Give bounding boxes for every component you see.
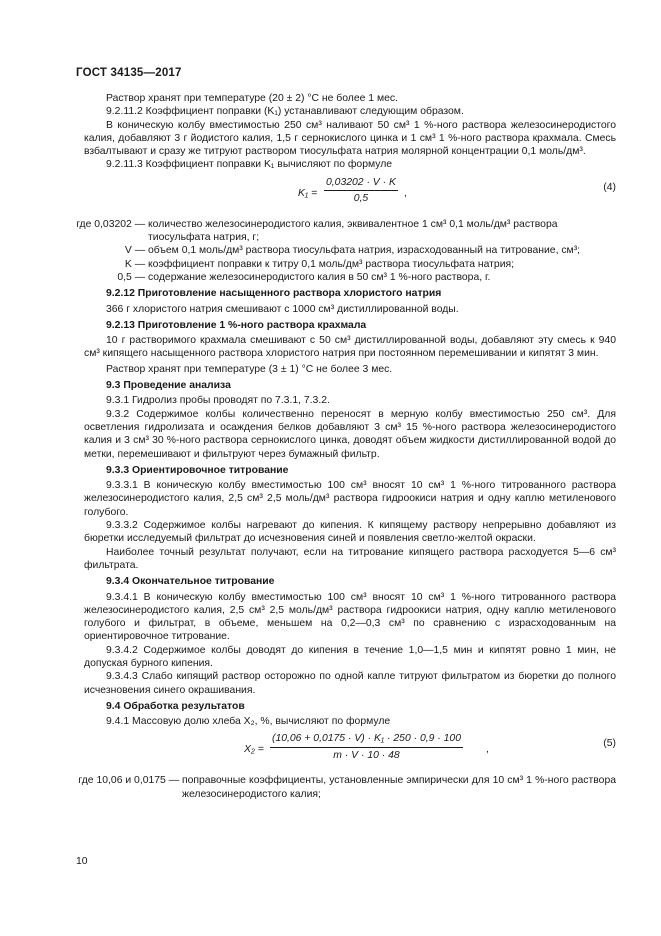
paragraph: 366 г хлористого натрия смешивают с 1000 см³ дистиллированной воды. [106,303,459,315]
formula-fraction [324,176,398,206]
paragraph: 9.2.11.2 Коэффициент поправки (K₁) устанавливают следующим образом. [106,106,464,118]
paragraph: 9.3.1 Гидролиз пробы проводят по 7.3.1, 7.3.2. [106,395,330,407]
formula-tail: , [486,744,489,756]
formula-fraction [270,732,463,762]
definition-text: объем 0,1 моль/дм³ раствора тиосульфата натрия, израсходованный на титрование, см³; [148,245,581,257]
paragraph: 9.3.2 Содержимое колбы количественно переносят в мерную колбу вместимостью 250 см³. Для осветления гидролизата и осаждения белков добавляют 3 см³ 15 %-ного раствора железосинеродистого калия и 3 см³ 30 %-ного раствора сернокислого цинка, доводят объем жидкости дистиллированной водой до метки, перемешивают и фильтруют через бумажный фильтр. [84,408,616,460]
formula-lhs: K₁ = [298,187,318,199]
definition-row [76,774,616,801]
definition-term: V — [124,245,148,257]
formula-numerator: 0,03202 · V · K [324,176,398,191]
formula-5 [84,732,616,770]
paragraph: 9.3.3.2 Содержимое колбы нагревают до кипения. К кипящему раствору непрерывно добавляют из бюретки исследуемый фильтрат до исчезновения синей и появления светло-желтой окраски. [84,520,616,545]
section-heading: 9.3.4 Окончательное титрование [106,576,275,588]
formula-number: (5) [603,738,616,750]
paragraph: 9.4.1 Массовую долю хлеба X₂, %, вычисляют по формуле [106,716,391,728]
definition-row [76,258,616,271]
definition-text: коэффициент поправки к титру 0,1 моль/дм³ раствора тиосульфата натрия; [148,258,515,270]
formula-definitions [76,774,616,801]
formula-lhs: X₂ = [244,744,264,756]
formula-tail: , [404,187,407,199]
section-heading: 9.3 Проведение анализа [106,380,231,392]
formula-4 [84,176,616,214]
formula-definitions [76,218,616,284]
formula-number: (4) [603,181,616,193]
formula-denominator: m · V · 10 · 48 [333,749,400,761]
paragraph: Раствор хранят при температуре (3 ± 1) °С не более 3 мес. [106,363,393,375]
section-heading: 9.3.3 Ориентировочное титрование [106,464,289,476]
definition-row [76,271,616,284]
definition-term: где 10,06 и 0,0175 — [78,775,182,787]
definition-term: 0,5 — [117,271,148,283]
formula-denominator: 0,5 [353,193,369,205]
standard-header: ГОСТ 34135—2017 [76,67,182,79]
formula-numerator: (10,06 + 0,0175 · V) · K₁ · 250 · 0,9 · 100 [270,732,463,747]
paragraph: 10 г растворимого крахмала смешивают с 50 см³ дистиллированной воды, добавляют эту смесь к 940 см³ кипящего насыщенного раствора хлористого натрия при постоянном перемешивании и кипятят 3 мин. [84,335,616,360]
paragraph: 9.3.3.1 В коническую колбу вместимостью 100 см³ вносят 10 см³ 1 %-ного титрованного раствора железосинеродистого калия, 2,5 см³ 2,5 моль/дм³ раствора гидроокиси натрия и одну каплю метиленового голубого. [84,480,616,518]
paragraph: Наиболее точный результат получают, если на титрование кипящего раствора расходуется 5—6 см³ фильтрата. [84,546,616,571]
paragraph: Раствор хранят при температуре (20 ± 2) °С не более 1 мес. [106,93,398,104]
definition-text: поправочные коэффициенты, установленные эмпирически для 10 см³ 1 %-ного раствора железосинеродистого калия; [182,775,616,800]
section-heading: 9.2.12 Приготовление насыщенного раствора хлористого натрия [106,288,442,300]
definition-row [76,244,616,257]
paragraph: 9.2.11.3 Коэффициент поправки K₁ вычисляют по формуле [106,159,393,171]
section-heading: 9.4 Обработка результатов [106,700,245,712]
paragraph: 9.3.4.2 Содержимое колбы доводят до кипения в течение 1,0—1,5 мин и кипятят ровно 1 мин, не допуская бурного кипения. [84,644,616,669]
paragraph: В коническую колбу вместимостью 250 см³ наливают 50 см³ 1 %-ного раствора железосинеродистого калия, добавляют 3 г йодистого калия, 1,5 г сернокислого цинка и 1 см³ 1 %-ного раствора крахмала. Смесь взбалтывают и сразу же титруют раствором тиосульфата натрия молярной концентрации 0,1 моль/дм³. [84,119,616,158]
definition-text: количество железосинеродистого калия, эквивалентное 1 см³ 0,1 моль/дм³ раствора тиосульфата натрия, г; [148,218,558,244]
definition-term: где 0,03202 — [76,218,148,230]
definition-row [76,218,616,245]
paragraph: 9.3.4.1 В коническую колбу вместимостью 100 см³ вносят 10 см³ 1 %-ного титрованного раствора железосинеродистого калия, 2,5 см³ 2,5 моль/дм³ раствора гидроокиси натрия, одну каплю метиленового голубого и фильтрат, в объеме, меньшем на 0,2—0,3 см³ по сравнению с израсходованным на ориентировочное титрование. [84,591,616,643]
section-heading: 9.2.13 Приготовление 1 %-ного раствора крахмала [106,319,367,331]
definition-term: K — [124,258,148,270]
paragraph: 9.3.4.3 Слабо кипящий раствор осторожно по одной капле титруют фильтратом из бюретки до полного исчезновения синего окрашивания. [84,671,616,696]
page-body [76,92,616,801]
definition-text: содержание железосинеродистого калия в 50 см³ 1 %-ного раствора, г. [148,271,491,283]
page-number: 10 [76,856,88,867]
